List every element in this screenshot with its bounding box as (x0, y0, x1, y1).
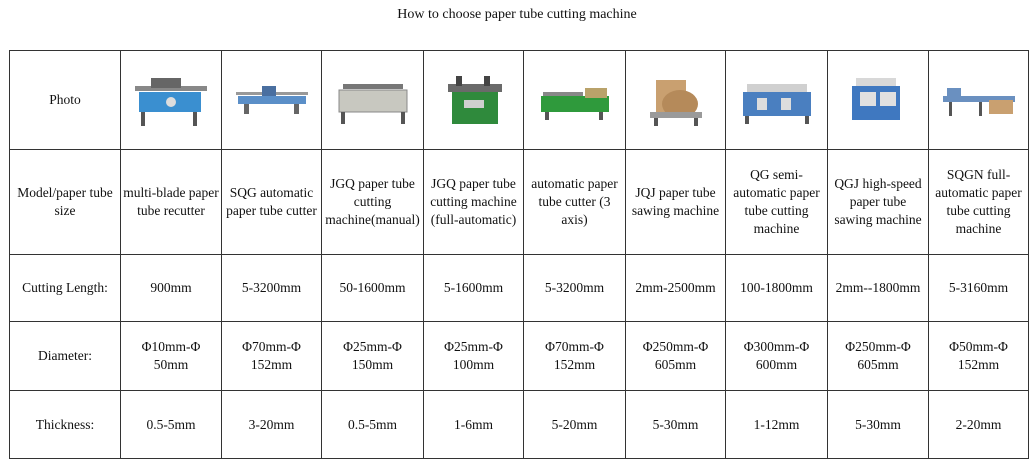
table-row (10, 150, 1029, 255)
photo-cell (828, 51, 929, 150)
length-cell: 5-1600mm (424, 255, 524, 322)
photo-cell (726, 51, 828, 150)
thickness-cell: 0.5-5mm (322, 391, 424, 459)
photo-cell (121, 51, 222, 150)
machine-photo-6 (737, 70, 817, 130)
thickness-cell: 2-20mm (929, 391, 1029, 459)
photo-cell (322, 51, 424, 150)
page-title: How to choose paper tube cutting machine (397, 7, 637, 22)
diameter-cell: Φ250mm-Φ 605mm (828, 322, 929, 391)
comparison-table (9, 50, 1029, 459)
thickness-cell: 5-20mm (524, 391, 626, 459)
length-cell: 5-3200mm (222, 255, 322, 322)
diameter-cell: Φ50mm-Φ 152mm (929, 322, 1029, 391)
length-cell: 100-1800mm (726, 255, 828, 322)
model-cell: QG semi-automatic paper tube cutting machine (726, 150, 828, 255)
row-header-photo: Photo (10, 51, 121, 150)
machine-photo-1 (232, 70, 312, 130)
machine-photo-2 (333, 70, 413, 130)
row-header-diameter: Diameter: (10, 322, 121, 391)
table-row (10, 322, 1029, 391)
photo-cell (929, 51, 1029, 150)
thickness-cell: 0.5-5mm (121, 391, 222, 459)
photo-cell (626, 51, 726, 150)
length-cell: 50-1600mm (322, 255, 424, 322)
length-cell: 5-3160mm (929, 255, 1029, 322)
length-cell: 900mm (121, 255, 222, 322)
model-cell: JQJ paper tube sawing machine (626, 150, 726, 255)
table-row (10, 51, 1029, 150)
diameter-cell: Φ10mm-Φ 50mm (121, 322, 222, 391)
model-cell: JGQ paper tube cutting machine (full-automatic) (424, 150, 524, 255)
thickness-cell: 5-30mm (626, 391, 726, 459)
photo-cell (222, 51, 322, 150)
machine-photo-7 (838, 70, 918, 130)
table-row (10, 391, 1029, 459)
machine-photo-4 (535, 70, 615, 130)
photo-cell (524, 51, 626, 150)
row-header-thickness: Thickness: (10, 391, 121, 459)
thickness-cell: 5-30mm (828, 391, 929, 459)
length-cell: 2mm--1800mm (828, 255, 929, 322)
machine-photo-3 (434, 70, 514, 130)
machine-photo-5 (636, 70, 716, 130)
model-cell: SQGN full-automatic paper tube cutting machine (929, 150, 1029, 255)
length-cell: 2mm-2500mm (626, 255, 726, 322)
diameter-cell: Φ250mm-Φ 605mm (626, 322, 726, 391)
model-cell: SQG automatic paper tube cutter (222, 150, 322, 255)
row-header-length: Cutting Length: (10, 255, 121, 322)
model-cell: multi-blade paper tube recutter (121, 150, 222, 255)
diameter-cell: Φ70mm-Φ 152mm (222, 322, 322, 391)
table-row (10, 255, 1029, 322)
row-header-model: Model/paper tube size (10, 150, 121, 255)
machine-photo-8 (939, 70, 1019, 130)
model-cell: JGQ paper tube cutting machine(manual) (322, 150, 424, 255)
diameter-cell: Φ70mm-Φ 152mm (524, 322, 626, 391)
model-cell: QGJ high-speed paper tube sawing machine (828, 150, 929, 255)
length-cell: 5-3200mm (524, 255, 626, 322)
thickness-cell: 1-6mm (424, 391, 524, 459)
diameter-cell: Φ25mm-Φ 100mm (424, 322, 524, 391)
machine-photo-0 (131, 70, 211, 130)
thickness-cell: 1-12mm (726, 391, 828, 459)
photo-cell (424, 51, 524, 150)
model-cell: automatic paper tube cutter (3 axis) (524, 150, 626, 255)
thickness-cell: 3-20mm (222, 391, 322, 459)
diameter-cell: Φ25mm-Φ 150mm (322, 322, 424, 391)
diameter-cell: Φ300mm-Φ 600mm (726, 322, 828, 391)
